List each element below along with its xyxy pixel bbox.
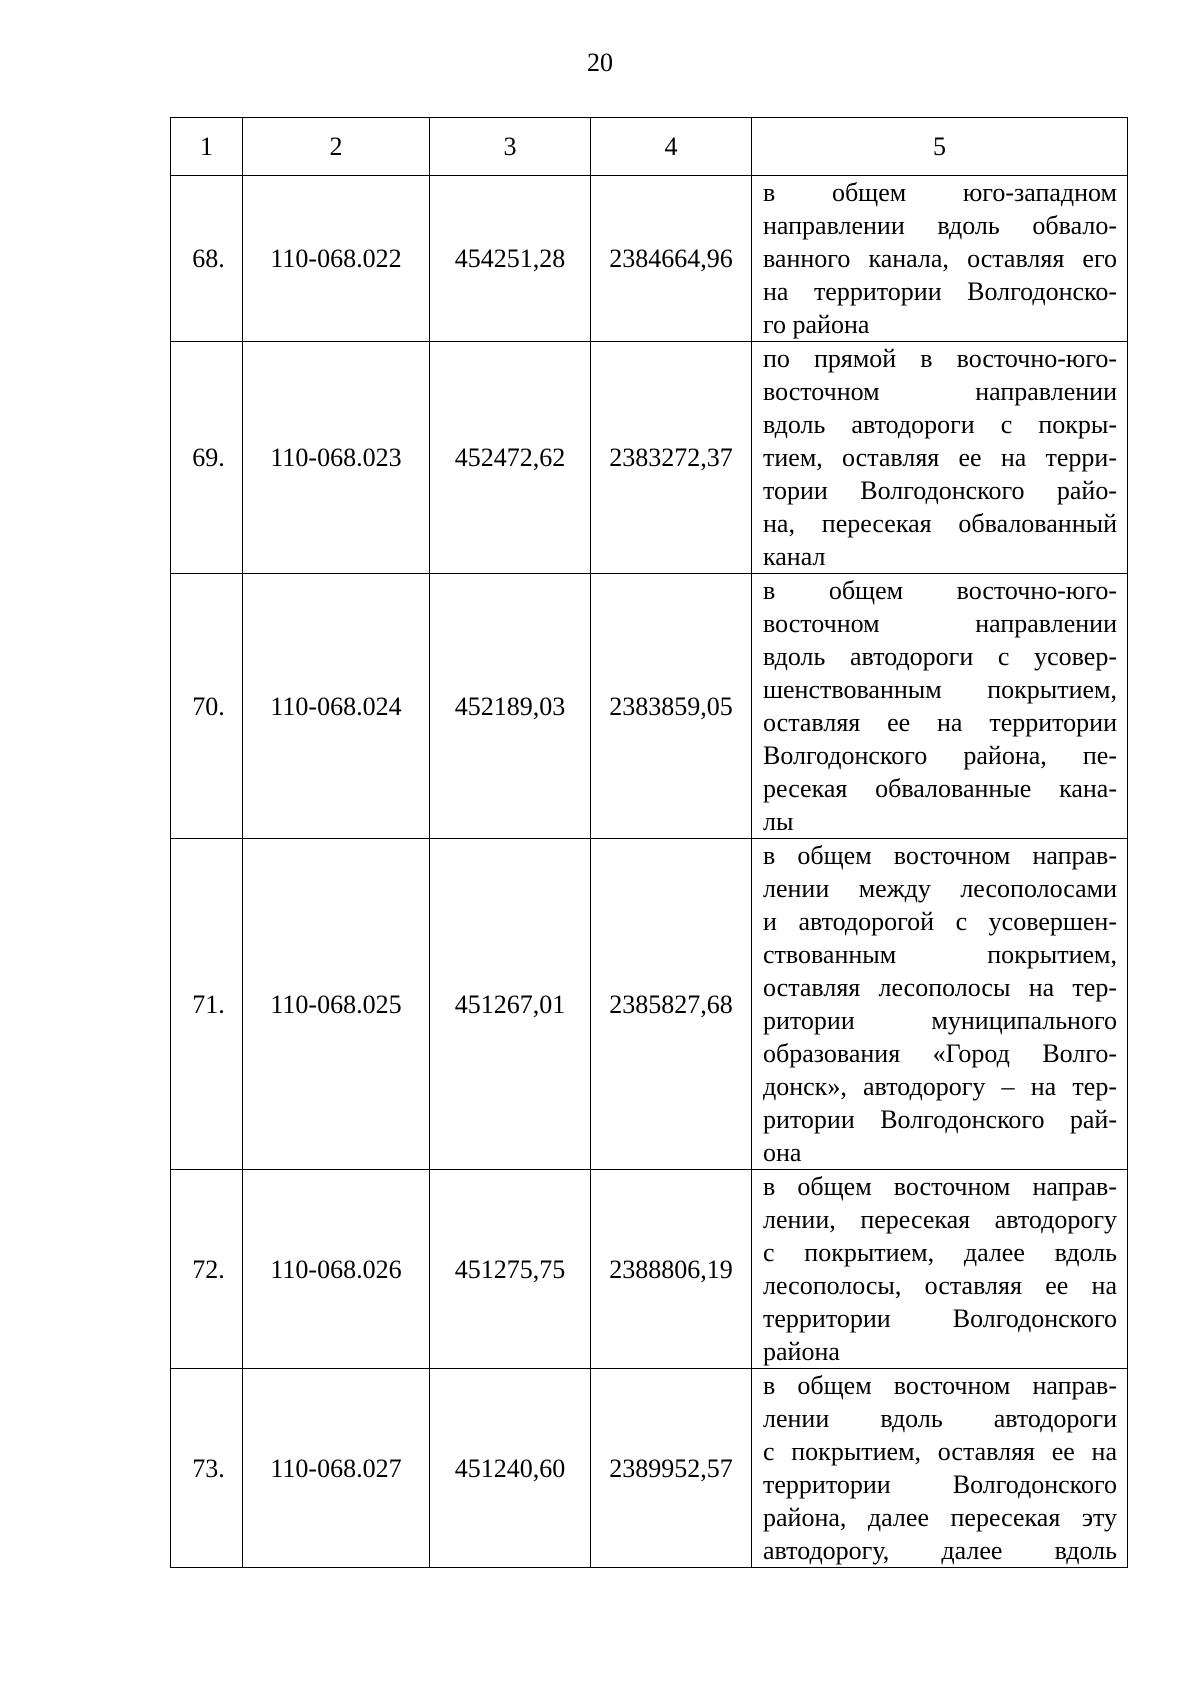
description-line: с покрытием, оставляя ее на — [763, 1437, 1117, 1466]
point-code-cell: 110-068.022 — [243, 176, 430, 342]
row-number-cell: 71. — [171, 839, 243, 1170]
page-number: 20 — [587, 48, 613, 77]
description-line: канал — [763, 542, 826, 571]
description-line: оставляя лесополосы на тер- — [763, 973, 1117, 1002]
description-line: на территории Волгодонско- — [763, 277, 1117, 306]
row-number-cell: 68. — [171, 176, 243, 342]
description-line: в общем восточно-юго- — [763, 576, 1117, 605]
column-header: 4 — [591, 118, 752, 176]
description-line: лении между лесополосами — [763, 874, 1117, 903]
description-line: и автодорогой с усовершен- — [763, 907, 1117, 936]
x-coordinate-cell: 451267,01 — [430, 839, 591, 1170]
description-line: района, далее пересекая эту — [763, 1503, 1117, 1532]
column-header: 2 — [243, 118, 430, 176]
row-number-cell: 69. — [171, 342, 243, 574]
description-line: автодорогу, далее вдоль — [763, 1536, 1117, 1565]
description-line: в общем юго-западном — [763, 178, 1117, 207]
y-coordinate-cell: 2388806,19 — [591, 1170, 752, 1369]
description-line: направлении вдоль обвало- — [763, 211, 1117, 240]
y-coordinate-cell: 2384664,96 — [591, 176, 752, 342]
table-row — [171, 176, 1128, 342]
description-line: территории Волгодонского — [763, 1304, 1117, 1333]
boundary-description-cell — [752, 176, 1128, 342]
description-line: восточном направлении — [763, 377, 1117, 406]
description-line: тории Волгодонского райо- — [763, 476, 1117, 505]
y-coordinate-cell: 2383859,05 — [591, 574, 752, 839]
y-coordinate-cell: 2385827,68 — [591, 839, 752, 1170]
description-line: лении, пересекая автодорогу — [763, 1205, 1117, 1234]
description-line: в общем восточном направ- — [763, 1172, 1117, 1201]
description-line: ритории муниципального — [763, 1006, 1117, 1035]
description-line: по прямой в восточно-юго- — [763, 344, 1117, 373]
description-line: с покрытием, далее вдоль — [763, 1238, 1117, 1267]
description-line: в общем восточном направ- — [763, 841, 1117, 870]
boundary-description-cell — [752, 342, 1128, 574]
description-line: лесополосы, оставляя ее на — [763, 1271, 1117, 1300]
description-line: тием, оставляя ее на терри- — [763, 443, 1117, 472]
description-line: ресекая обвалованные кана- — [763, 774, 1117, 803]
description-line: оставляя ее на территории — [763, 708, 1117, 737]
description-line: образования «Город Волго- — [763, 1039, 1117, 1068]
description-line: ванного канала, оставляя его — [763, 244, 1117, 273]
point-code-cell: 110-068.023 — [243, 342, 430, 574]
description-line: лении вдоль автодороги — [763, 1404, 1117, 1433]
column-header: 5 — [752, 118, 1128, 176]
boundary-description-cell — [752, 839, 1128, 1170]
y-coordinate-cell: 2383272,37 — [591, 342, 752, 574]
description-line: в общем восточном направ- — [763, 1371, 1117, 1400]
x-coordinate-cell: 451240,60 — [430, 1369, 591, 1568]
description-line: восточном направлении — [763, 609, 1117, 638]
point-code-cell: 110-068.026 — [243, 1170, 430, 1369]
description-line: на, пересекая обвалованный — [763, 509, 1117, 538]
table-row — [171, 574, 1128, 839]
x-coordinate-cell: 451275,75 — [430, 1170, 591, 1369]
boundary-description-cell — [752, 1170, 1128, 1369]
description-line: территории Волгодонского — [763, 1470, 1117, 1499]
column-header: 1 — [171, 118, 243, 176]
x-coordinate-cell: 452189,03 — [430, 574, 591, 839]
boundary-description-cell — [752, 574, 1128, 839]
description-line: донск», автодорогу – на тер- — [763, 1072, 1117, 1101]
description-line: ствованным покрытием, — [763, 940, 1117, 969]
table-header-row — [171, 118, 1128, 176]
boundary-points-table — [170, 117, 1128, 1568]
point-code-cell: 110-068.024 — [243, 574, 430, 839]
description-line: вдоль автодороги с покры- — [763, 410, 1117, 439]
x-coordinate-cell: 454251,28 — [430, 176, 591, 342]
boundary-description-cell — [752, 1369, 1128, 1568]
point-code-cell: 110-068.025 — [243, 839, 430, 1170]
description-line: она — [763, 1138, 802, 1167]
table-row — [171, 1170, 1128, 1369]
description-line: лы — [763, 807, 794, 836]
description-line: вдоль автодороги с усовер- — [763, 642, 1117, 671]
y-coordinate-cell: 2389952,57 — [591, 1369, 752, 1568]
description-line: ритории Волгодонского рай- — [763, 1105, 1117, 1134]
table-row — [171, 839, 1128, 1170]
table-row — [171, 342, 1128, 574]
point-code-cell: 110-068.027 — [243, 1369, 430, 1568]
description-line: шенствованным покрытием, — [763, 675, 1117, 704]
description-line: района — [763, 1337, 840, 1366]
description-line: Волгодонского района, пе- — [763, 741, 1117, 770]
table-row — [171, 1369, 1128, 1568]
column-header: 3 — [430, 118, 591, 176]
row-number-cell: 70. — [171, 574, 243, 839]
row-number-cell: 73. — [171, 1369, 243, 1568]
x-coordinate-cell: 452472,62 — [430, 342, 591, 574]
description-line: го района — [763, 310, 870, 339]
row-number-cell: 72. — [171, 1170, 243, 1369]
